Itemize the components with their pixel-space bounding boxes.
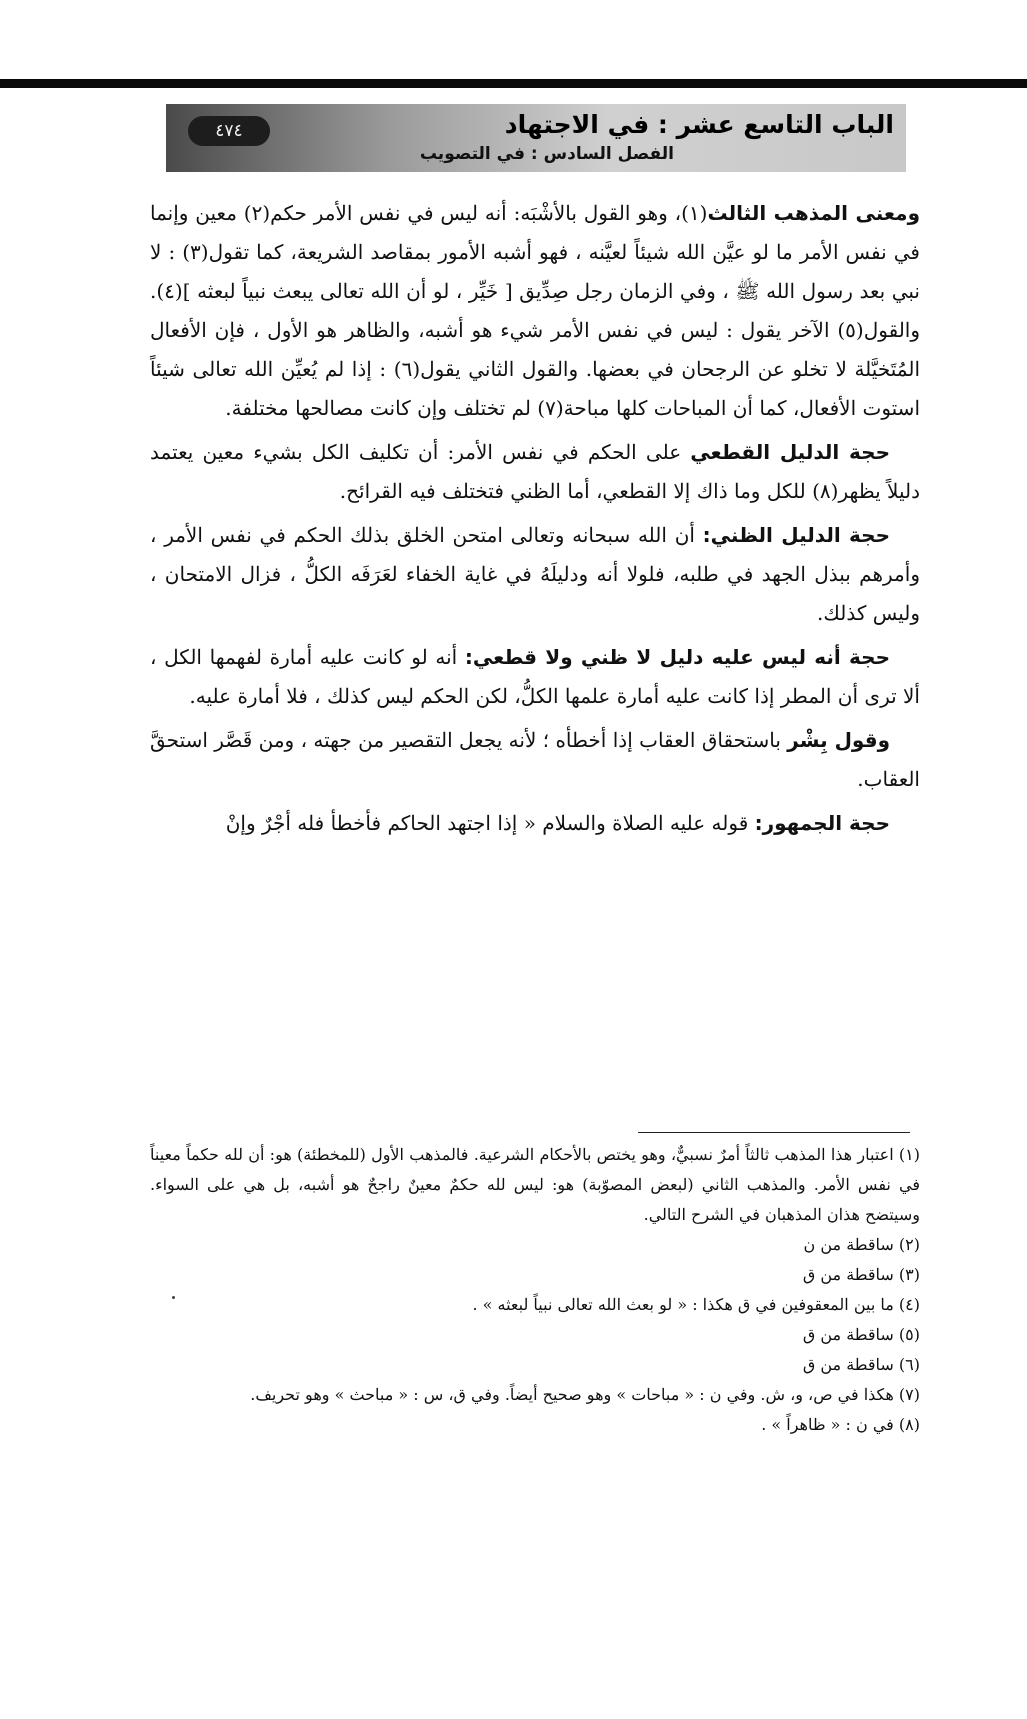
paragraph-lead: حجة الجمهور: [754, 811, 890, 835]
paragraph [150, 516, 920, 633]
paragraph [150, 638, 920, 716]
paragraph-text: باستحقاق العقاب إذا أخطأه ؛ لأنه يجعل التقصير من جهته ، ومن قَصَّر استحقَّ العقاب. [150, 728, 920, 791]
paragraph [150, 194, 920, 428]
footnote-separator [638, 1132, 910, 1133]
page-header [166, 104, 906, 172]
footnote: (١) اعتبار هذا المذهب ثالثاً أمرٌ نسبيٌّ، وهو يختص بالأحكام الشرعية. فالمذهب الأول (للمخطئة) هو: أن لله حكماً معيناً في نفس الأمر. والمذهب الثاني (لبعض المصوّبة) هو: ليس لله حكمٌ معينٌ راجحٌ هو أشبه، بل هي على السواء. وسيتضح هذان المذهبان في الشرح التالي. [150, 1145, 920, 1224]
paragraph-text: قوله عليه الصلاة والسلام « إذا اجتهد الحاكم فأخطأ فله أجْرٌ وإنْ [225, 811, 749, 835]
top-border-bar [0, 79, 1027, 88]
paragraph-lead: ومعنى المذهب الثالث [707, 201, 920, 225]
footnote: (٣) ساقطة من ق [802, 1265, 920, 1284]
footnote: (٧) هكذا في ص، و، ش. وفي ن : « مباحات » وهو صحيح أيضاً. وفي ق، س : « مباحث » وهو تحريف. [250, 1385, 920, 1404]
footnote: (٥) ساقطة من ق [802, 1325, 920, 1344]
footnote: (٦) ساقطة من ق [802, 1355, 920, 1374]
footnote: (٨) في ن : « ظاهراً » . [761, 1415, 920, 1434]
footnote: (٢) ساقطة من ن [803, 1235, 920, 1254]
chapter-title: الباب التاسع عشر : في الاجتهاد [504, 110, 894, 139]
paragraph-lead: وقول بِشْر [787, 728, 890, 752]
paragraph [150, 804, 920, 843]
paragraph-lead: حجة الدليل الظني: [702, 523, 890, 547]
main-text [150, 190, 920, 848]
footnote: (٤) ما بين المعقوفين في ق هكذا : « لو بعث الله تعالى نبياً لبعثه » . [472, 1295, 920, 1314]
paragraph-text: (١)، وهو القول بالأشْبَه: أنه ليس في نفس الأمر حكم(٢) معين وإنما في نفس الأمر ما لو عيَّن الله شيئاً لعيَّنه ، فهو أشبه الأمور بمقاصد الشريعة، كما تقول(٣) : لا نبي بعد رسول الله ﷺ ، وفي الزمان رجل صِدِّيق [ خَيِّر ، لو أن الله تعالى يبعث نبياً لبعثه ](٤). والقول(٥) الآخر يقول : ليس في نفس الأمر شيء هو أشبه، والظاهر هو الأول ، فإن الأفعال المُتَخيَّلة لا تخلو عن الرجحان في بعضها. والقول الثاني يقول(٦) : إذا لم يُعيِّن الله تعالى شيئاً استوت الأفعال، كما أن المباحات كلها مباحة(٧) لم تختلف وإن كانت مصالحها مختلفة. [150, 201, 920, 420]
paragraph-text: أنه لو كانت عليه أمارة لفهمها الكل ، ألا ترى أن المطر إذا كانت عليه أمارة علمها الكلُّ، لكن الحكم ليس كذلك ، فلا أمارة عليه. [150, 645, 920, 708]
scan-speck [172, 1296, 175, 1299]
footnotes [150, 1140, 920, 1440]
page-number: ٤٧٤ [188, 116, 270, 146]
paragraph-text: أن الله سبحانه وتعالى امتحن الخلق بذلك الحكم في نفس الأمر ، وأمرهم ببذل الجهد في طلبه، فلولا أنه ودليلَهُ في غاية الخفاء لعَرَفَه الكلُّ ، فزال الامتحان ، وليس كذلك. [150, 523, 920, 625]
paragraph-lead: حجة أنه ليس عليه دليل لا ظني ولا قطعي: [464, 645, 891, 669]
paragraph-text: على الحكم في نفس الأمر: أن تكليف الكل بشيء معين يعتمد دليلاً يظهر(٨) للكل وما ذاك إلا القطعي، أما الظني فتختلف فيه القرائح. [150, 440, 920, 503]
section-subtitle: الفصل السادس : في التصويب [419, 144, 674, 164]
paragraph-lead: حجة الدليل القطعي [690, 440, 891, 464]
paragraph [150, 433, 920, 511]
paragraph [150, 721, 920, 799]
